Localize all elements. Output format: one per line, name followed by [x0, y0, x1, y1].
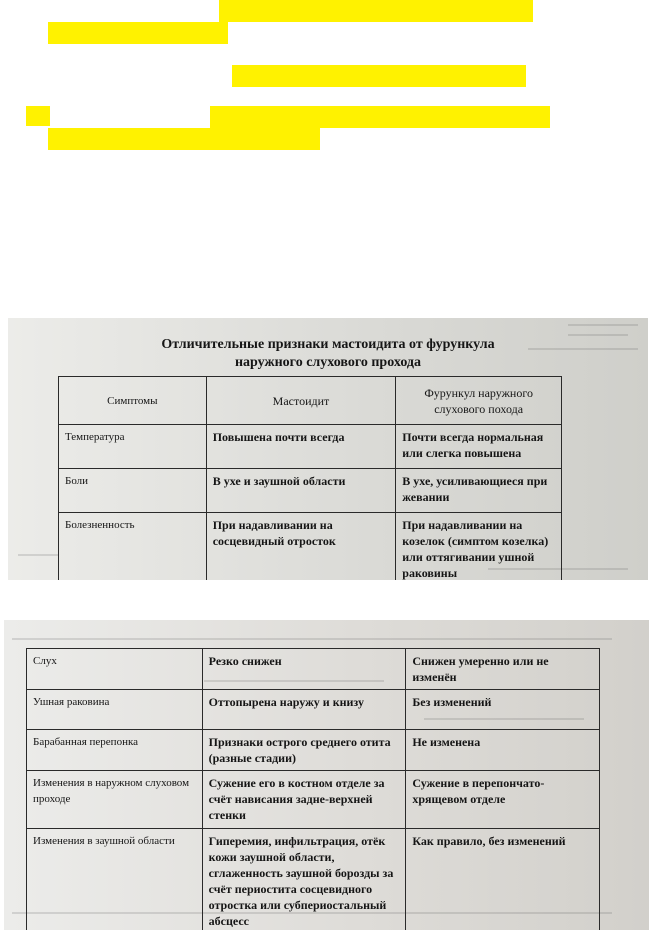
cell-furuncle: Без изменений — [406, 690, 600, 730]
highlight-mark-5 — [210, 106, 550, 128]
table-row — [27, 649, 600, 690]
table-row — [27, 771, 600, 829]
highlight-mark-1 — [219, 0, 533, 22]
cell-symptom: Слух — [27, 649, 203, 690]
table-row — [27, 829, 600, 930]
table1-title-line1: Отличительные признаки мастоидита от фурункула — [161, 337, 495, 352]
highlight-mark-6 — [48, 128, 320, 150]
cell-symptom: Болезненность — [59, 513, 207, 581]
cell-mastoiditis: Оттопырена наружу и книзу — [202, 690, 406, 730]
cell-symptom: Изменения в наружном слуховом проходе — [27, 771, 203, 829]
table-row — [59, 513, 562, 581]
cell-furuncle: При надавливании на козелок (симптом козелка) или оттягивании ушной раковины — [396, 513, 562, 581]
cell-symptom: Температура — [59, 425, 207, 469]
header-furuncle: Фурункул наружного слухового похода — [396, 377, 562, 425]
table1 — [58, 376, 562, 580]
table1-title-line2: наружного слухового прохода — [234, 355, 422, 370]
cell-symptom: Изменения в заушной области — [27, 829, 203, 930]
header-symptoms: Симптомы — [59, 377, 207, 425]
highlight-mark-2 — [48, 22, 228, 44]
cell-furuncle: Не изменена — [406, 730, 600, 771]
cell-symptom: Ушная раковина — [27, 690, 203, 730]
table-row — [27, 730, 600, 771]
cell-furuncle: Снижен умеренно или не изменён — [406, 649, 600, 690]
cell-mastoiditis: Гиперемия, инфильтрация, отёк кожи заушной области, сглаженность заушной борозды за счёт периостита сосцевидного отростка или субпериостальный абсцесс — [202, 829, 406, 930]
table-row — [59, 425, 562, 469]
highlight-mark-4 — [26, 106, 50, 126]
cell-furuncle: Как правило, без изменений — [406, 829, 600, 930]
cell-mastoiditis: Признаки острого среднего отита (разные стадии) — [202, 730, 406, 771]
table-row — [59, 469, 562, 513]
cell-mastoiditis: В ухе и заушной области — [206, 469, 396, 513]
header-mastoiditis: Мастоидит — [206, 377, 396, 425]
cell-furuncle: В ухе, усиливающиеся при жевании — [396, 469, 562, 513]
scan-fragment-1 — [8, 318, 648, 580]
cell-mastoiditis: Резко снижен — [202, 649, 406, 690]
cell-mastoiditis: Повышена почти всегда — [206, 425, 396, 469]
cell-furuncle: Сужение в перепончато-хрящевом отделе — [406, 771, 600, 829]
cell-mastoiditis: Сужение его в костном отделе за счёт нависания задне-верхней стенки — [202, 771, 406, 829]
table1-header-row — [59, 377, 562, 425]
cell-symptom: Барабанная перепонка — [27, 730, 203, 771]
cell-symptom: Боли — [59, 469, 207, 513]
highlight-mark-3 — [232, 65, 526, 87]
table-row — [27, 690, 600, 730]
scan-fragment-2 — [4, 620, 649, 930]
table2 — [26, 648, 600, 930]
cell-mastoiditis: При надавливании на сосцевидный отросток — [206, 513, 396, 581]
cell-furuncle: Почти всегда нормальная или слегка повышена — [396, 425, 562, 469]
